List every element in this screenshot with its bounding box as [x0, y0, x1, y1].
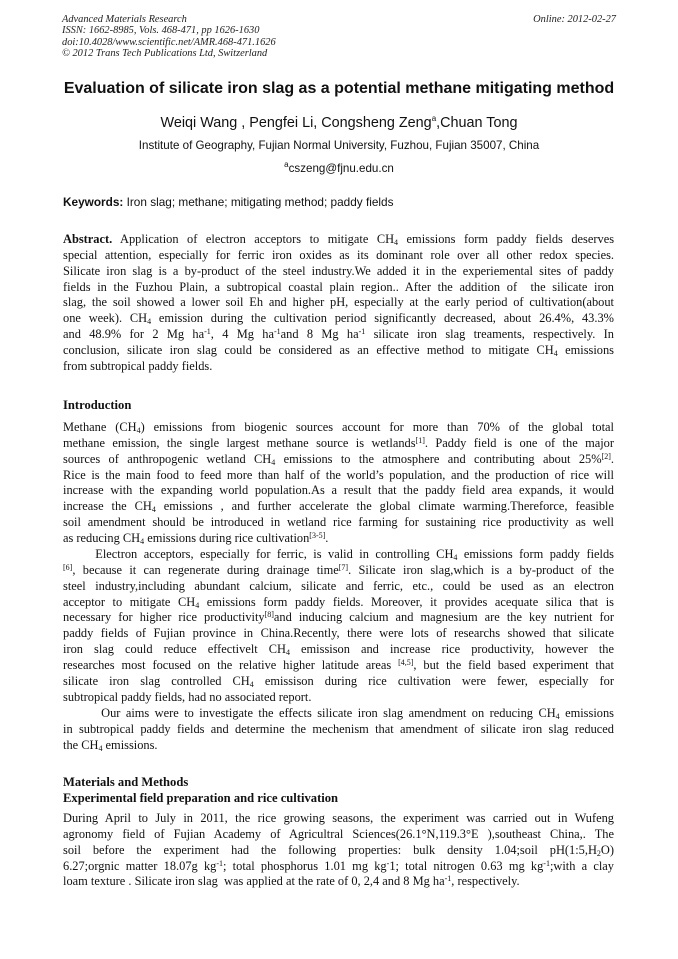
abstract-line: conclusion, silicate iron slag could be considered as an effective method to mitigate $CH_4$ emissions [63, 342, 614, 358]
keywords-label: Keywords: [63, 195, 124, 209]
methods-line: During April to July in 2011, the rice growing seasons, the experiment was carried out in Wufeng [63, 811, 614, 825]
journal-header [62, 14, 616, 60]
keywords-line [63, 195, 394, 209]
intro-line: steel industry,including abundant calcium, silicate and ferric, etc., could be used as an electron [63, 578, 614, 593]
intro-line: iron slag could reduce effectivelt $CH_4$ emissison and increase rice productivity, however the [63, 642, 614, 658]
author-list [0, 114, 678, 131]
authors-part1: Weiqi Wang , Pengfei Li, Congsheng Zeng [160, 114, 432, 131]
methods-paragraph [63, 811, 614, 890]
author-affil-mark: a [431, 114, 437, 123]
intro-line: subtropical paddy fields, had no associated report. [63, 689, 312, 704]
email-line [0, 160, 678, 175]
email-affil-mark: a [284, 160, 289, 169]
intro-line: in subtropical paddy fields and determine the mechenism that amendment of silicate iron slag reduced [63, 721, 614, 736]
methods-line: 6.27;orgnic matter 18.07g $kg^{-1}$; total phosphorus 1.01 mg kg-1; total nitrogen 0.63 mg $kg^{-1};with$ a clay [63, 858, 615, 873]
intro-paragraph-2 [63, 547, 614, 705]
materials-heading: Materials and Methods [63, 775, 189, 789]
abstract-line: and 48.9% for 2 Mg $ha^{-1}$, 4 Mg $ha^{-1}and$ 8 Mg $ha^{-1}$ silicate iron slag treaments, respectively. In [63, 327, 614, 342]
abstract-line: fields in the Fuzhou Plain, a subtropical coastal plain region.. After the addition of the silicate iron [63, 279, 614, 294]
paper-title: Evaluation of silicate iron slag as a potential methane mitigating method [63, 80, 615, 97]
keywords-text: Iron slag; methane; mitigating method; paddy fields [126, 195, 394, 209]
journal-name: Advanced Materials Research [62, 14, 187, 25]
intro-line: [6], because it can regenerate during drainage time[7]. Silicate iron slag,which is a by-product of the [63, 562, 614, 577]
intro-line: silicate iron slag controlled $CH_4$ emissison during rice cultivation were fewer, especially for [63, 673, 614, 689]
intro-line: Electron acceptors, especially for ferric, is valid in controlling $CH_4$ emissions form paddy fields [63, 547, 614, 562]
affiliation: Institute of Geography, Fujian Normal University, Fuzhou, Fujian 35007, China [138, 139, 540, 152]
abstract-line: from subtropical paddy fields. [63, 358, 213, 373]
intro-line: paddy fields of Fujian province in China.Recently, there were lots of researchs showed that silicate [63, 626, 614, 641]
abstract-line: Silicate iron slag is a by-product of the steel industry.We added it in the experiemental sites of paddy [63, 263, 614, 278]
abstract-line: one week). $CH_4$ emission during the cultivation period significantly decreased, about 26.4%, 43.3% [63, 311, 614, 327]
intro-line: methane emission, the single largest methane source is wetlands[1]. Paddy field is one of the major [63, 435, 614, 450]
intro-line: Our aims were to investigate the effects silicate iron slag amendment on reducing $CH_4$ emissions [63, 706, 614, 721]
intro-line: acceptor to mitigate $CH_4$ emissions form paddy fields. Moreover, it provides acequate silica that is [63, 594, 614, 610]
abstract-line: special attention, especially for ferric iron oxides as its dominant role over all other redox species. [63, 247, 614, 262]
intro-line: increase with the expanding world population.As a result that the paddy field area expands, it would [63, 483, 614, 498]
intro-paragraph-3 [63, 706, 614, 754]
intro-line: increase the $CH_4$ emissions , and further accelerate the global climate warming.Thereforce, feasible [63, 499, 614, 515]
intro-line: Methane $(CH_4)$ emissions from biogenic sources account for more than 70% of the global total [63, 420, 614, 435]
authors-part2: ,Chuan Tong [436, 114, 518, 131]
intro-line: as reducing $CH_4$ emissions during rice cultivation[3-5]. [63, 530, 329, 546]
methods-line: agronomy field of Fujian Academy of Agricultral Sciences(26.1°N,119.3°E ),southeast China,. The [63, 826, 614, 841]
intro-line: Rice is the main food to feed more than half of the world’s population, and the production of rice will [63, 467, 614, 482]
intro-line: researches most focused on the relative higher latitude areas [4,5], but the field based experiment that [63, 657, 614, 672]
intro-line: the $CH_4$ emissions. [63, 737, 158, 753]
doi-line: doi:10.4028/www.scientific.net/AMR.468-471.1626 [62, 36, 276, 48]
issn-line: ISSN: 1662-8985, Vols. 468-471, pp 1626-1630 [62, 25, 260, 37]
introduction-heading: Introduction [63, 398, 132, 412]
email-address[interactable]: cszeng@fjnu.edu.cn [288, 161, 394, 175]
methods-line: loam texture . Silicate iron slag was applied at the rate of 0, 2,4 and 8 Mg $ha^{-1}$, respectively. [63, 874, 520, 889]
intro-line: sources of anthropogenic wetland $CH_4$ emissions to the atmosphere and contributing about 25%[2]. [63, 451, 615, 467]
experimental-subheading: Experimental field preparation and rice cultivation [63, 791, 339, 805]
intro-line: necessary for higher rice productivity[8]and inducing calcium and magnesium are the key nutrient for [63, 610, 614, 625]
abstract-paragraph [63, 232, 614, 375]
intro-line: soil amendment should be introduced in wetland rice farming for sustaining rice productivity as well [63, 515, 614, 530]
abstract-line: Abstract. Application of electron acceptors to mitigate $CH_4$ emissions form paddy fields deserves [63, 232, 615, 247]
online-date: Online: 2012-02-27 [533, 14, 616, 25]
intro-paragraph-1 [63, 420, 614, 547]
methods-line: soil before the experiment had the following properties: bulk density 1.04;soil $pH(1:5,H_2O)$ [63, 842, 614, 858]
abstract-label: Abstract. [63, 232, 113, 246]
abstract-line: slag, the soil showed a lower soil Eh and higher pH, especially at the early period of cultivation(about [63, 295, 614, 310]
copyright-line: © 2012 Trans Tech Publications Ltd, Switzerland [62, 48, 268, 60]
